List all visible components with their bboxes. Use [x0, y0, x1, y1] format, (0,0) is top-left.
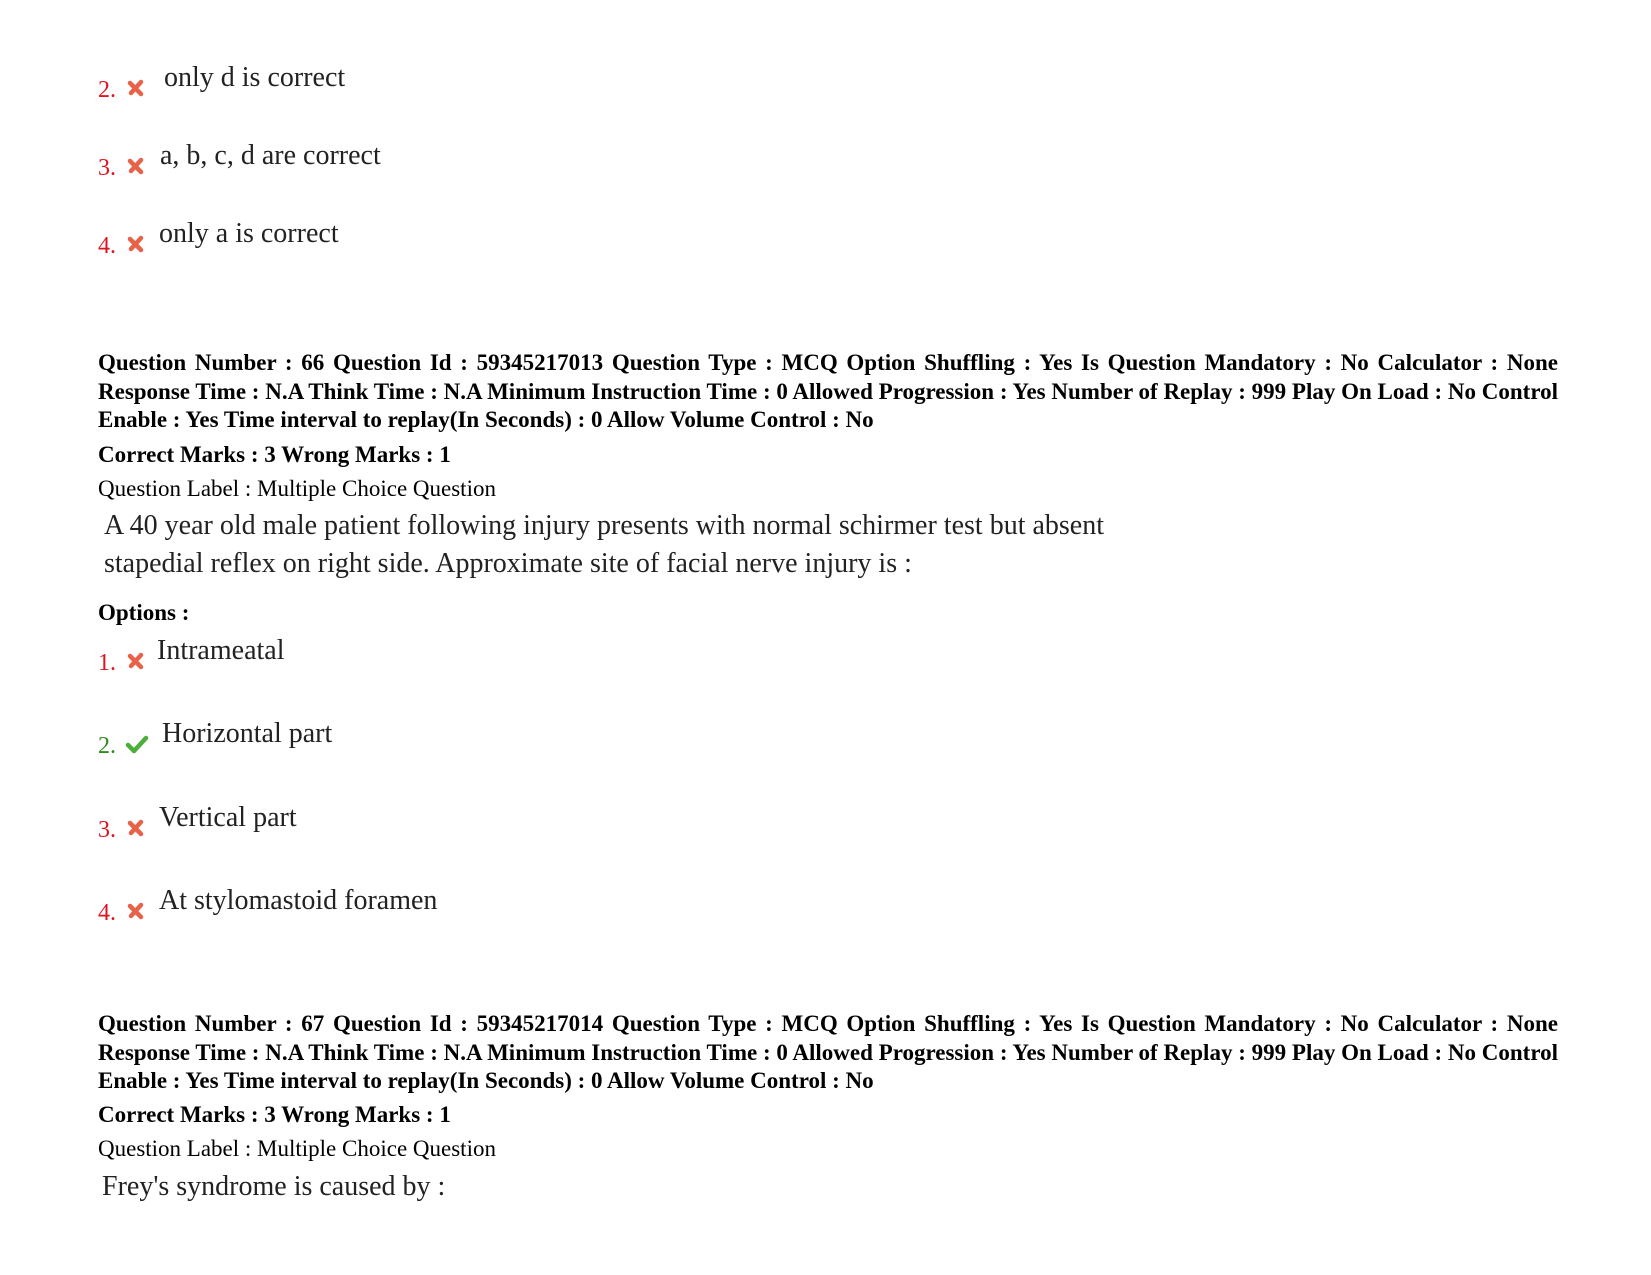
cross-icon	[126, 901, 146, 921]
option-text: only d is correct	[164, 62, 346, 93]
option-number: 2.	[98, 733, 116, 759]
cross-icon	[126, 651, 146, 671]
option-text: Intrameatal	[157, 635, 285, 666]
cross-icon	[126, 234, 146, 254]
question-label: Question Label : Multiple Choice Question	[98, 1136, 496, 1161]
question-label: Question Label : Multiple Choice Question	[98, 476, 496, 501]
option-text: Vertical part	[159, 802, 297, 833]
option-number: 4.	[98, 900, 116, 926]
cross-icon	[126, 818, 146, 838]
question-meta: Question Number : 66 Question Id : 59345217013 Question Type : MCQ Option Shuffling : Yes Is Question Mandatory : No Calculator : None Response Time : N.A Think Time : N.A Minimum Instruction Time : 0 Allowed Progression : Yes Number of Replay : 999 Play On Load : No Control Enable : Yes Time interval to replay(In Seconds) : 0 Allow Volume Control : No	[98, 350, 1558, 432]
option-text: only a is correct	[159, 218, 339, 249]
option-number: 3.	[98, 817, 116, 843]
check-icon	[124, 734, 150, 754]
option-number: 4.	[98, 233, 116, 259]
question-text-line: Frey's syndrome is caused by :	[102, 1171, 446, 1202]
option-number: 3.	[98, 155, 116, 181]
option-number: 1.	[98, 650, 116, 676]
option-number: 2.	[98, 77, 116, 103]
question-marks: Correct Marks : 3 Wrong Marks : 1	[98, 442, 451, 467]
option-text: At stylomastoid foramen	[159, 885, 438, 916]
question-text-line: stapedial reflex on right side. Approximate site of facial nerve injury is :	[104, 548, 912, 579]
option-text: a, b, c, d are correct	[160, 140, 381, 171]
cross-icon	[126, 78, 146, 98]
question-marks: Correct Marks : 3 Wrong Marks : 1	[98, 1102, 451, 1127]
cross-icon	[126, 156, 146, 176]
options-heading: Options :	[98, 600, 190, 625]
option-text: Horizontal part	[162, 718, 333, 749]
question-text-line: A 40 year old male patient following injury presents with normal schirmer test but absent	[104, 510, 1105, 541]
question-meta: Question Number : 67 Question Id : 59345217014 Question Type : MCQ Option Shuffling : Yes Is Question Mandatory : No Calculator : None Response Time : N.A Think Time : N.A Minimum Instruction Time : 0 Allowed Progression : Yes Number of Replay : 999 Play On Load : No Control Enable : Yes Time interval to replay(In Seconds) : 0 Allow Volume Control : No	[98, 1011, 1558, 1093]
